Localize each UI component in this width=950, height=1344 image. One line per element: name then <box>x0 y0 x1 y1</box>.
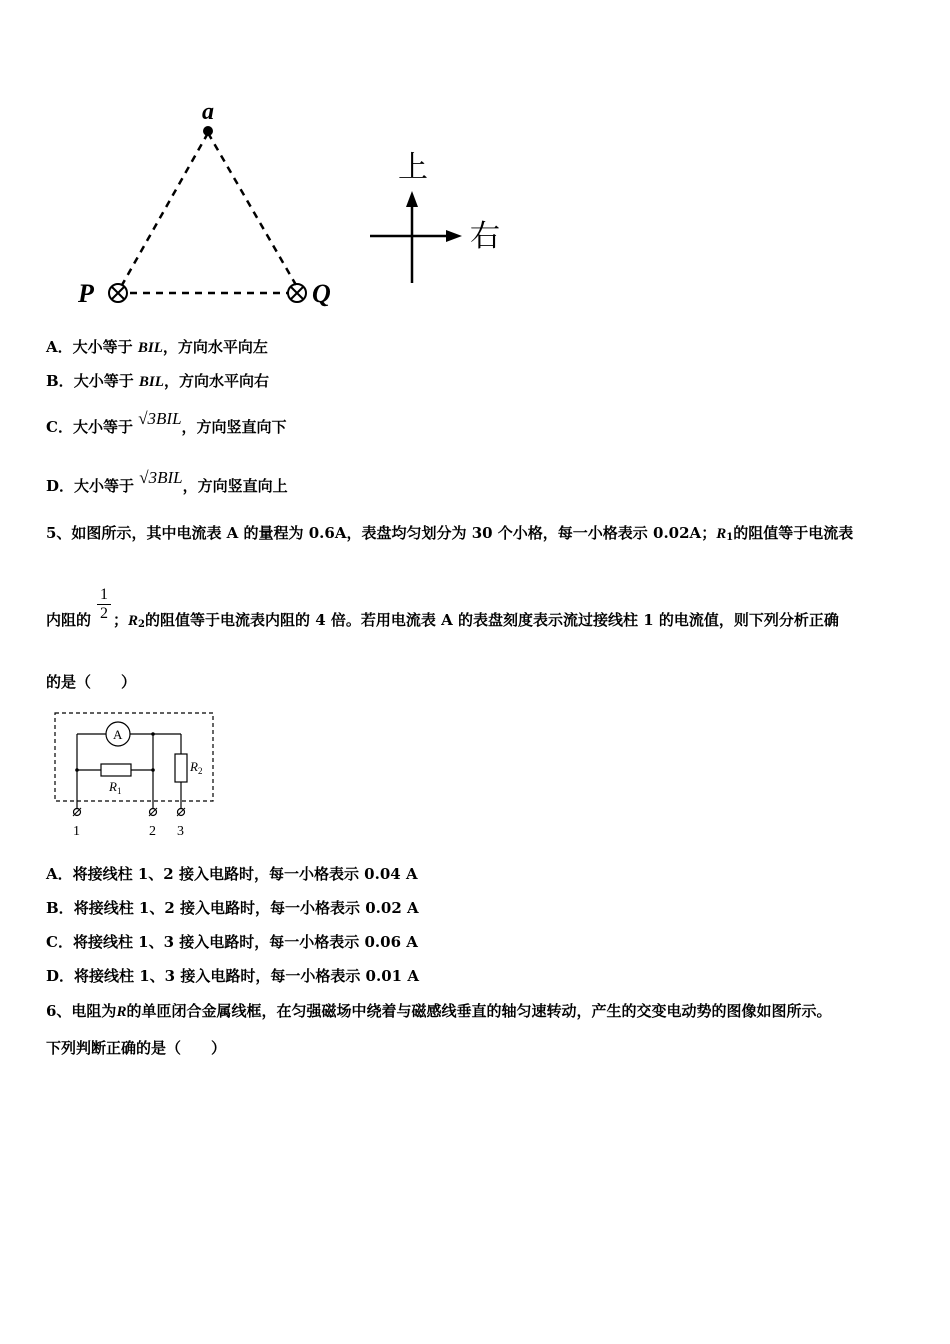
q6-stem-line1 <box>46 1000 831 1021</box>
option-letter: D． <box>46 477 75 495</box>
symbol-r1-subscript: 1 <box>726 532 734 543</box>
direction-arrows-icon <box>370 191 462 283</box>
terminal-icon <box>73 808 81 816</box>
stem-text: 的阻值等于电流表 <box>733 524 854 542</box>
option-letter: A． <box>46 338 73 356</box>
q4-option-b <box>46 370 269 391</box>
r2-label: $R_2$ <box>190 759 203 776</box>
option-letter: B． <box>46 372 74 390</box>
dashed-enclosure <box>55 713 213 801</box>
ammeter-label: A <box>113 727 123 742</box>
option-text: ，方向水平向右 <box>163 372 269 390</box>
label-p: P <box>78 279 94 308</box>
option-text: ，方向竖直向下 <box>181 418 287 436</box>
q6-stem-line2: 下列判断正确的是（ ） <box>46 1039 227 1057</box>
stem-text: 的单匝闭合金属线框，在匀强磁场中绕着与磁感线垂直的轴匀速转动，产生的交变电动势的图像如图所示。 <box>126 1002 832 1020</box>
figure-triangle-diagram <box>60 95 520 325</box>
option-letter: B． <box>46 899 74 917</box>
symbol-r2-subscript: 2 <box>138 619 146 630</box>
fraction-numerator: 1 <box>100 586 108 603</box>
q4-option-c <box>46 409 287 437</box>
stem-text: 的阻值等于电流表内阻的 4 倍。若用电流表 A 的表盘刻度表示流过接线柱 1 的电流值，则下列分析正确 <box>145 611 839 629</box>
q4-option-d <box>46 468 288 496</box>
label-q: Q <box>312 279 331 308</box>
option-text: ，方向水平向左 <box>162 338 268 356</box>
wire-p-into-page-icon <box>109 284 127 302</box>
terminal-icon <box>149 808 157 816</box>
option-text: 将接线柱 1、2 接入电路时，每一小格表示 0.02 A <box>73 899 419 917</box>
resistor-r1-icon <box>101 764 131 776</box>
stem-text: 内阻的 <box>46 611 92 629</box>
q5-option-b <box>46 897 419 918</box>
stem-text: ； <box>113 611 129 629</box>
option-formula: √3BIL <box>139 468 183 487</box>
stem-text: 5、如图所示，其中电流表 A 的量程为 0.6A，表盘均匀划分为 30 个小格，每一小格表示 0.02A； <box>46 524 717 542</box>
option-text: 大小等于 <box>72 338 138 356</box>
option-letter: D． <box>46 967 75 985</box>
q5-option-c <box>46 931 418 952</box>
symbol-r2: R <box>128 613 139 629</box>
option-formula: √3BIL <box>138 409 182 428</box>
q5-stem-line1 <box>46 522 853 543</box>
resistor-r2-icon <box>175 754 187 782</box>
terminal-2-label: 2 <box>149 824 156 839</box>
q5-option-d <box>46 965 419 986</box>
terminal-3-label: 3 <box>177 824 184 839</box>
fraction-denominator: 2 <box>97 604 111 623</box>
point-a <box>203 126 213 136</box>
figure-circuit-diagram <box>52 708 222 842</box>
r1-label: $R_1$ <box>109 779 122 796</box>
terminal-icon <box>177 808 185 816</box>
option-text: 大小等于 <box>72 418 139 436</box>
option-text: ，方向竖直向上 <box>182 477 288 495</box>
label-up: 上 <box>398 151 428 184</box>
dashed-line-a-q <box>208 133 296 285</box>
option-text: 大小等于 <box>74 477 140 495</box>
option-text: 将接线柱 1、3 接入电路时，每一小格表示 0.06 A <box>72 933 418 951</box>
label-right: 右 <box>470 220 500 253</box>
dashed-line-a-p <box>122 133 208 285</box>
option-text: 大小等于 <box>73 372 139 390</box>
option-formula: BIL <box>138 374 164 390</box>
q5-stem-line3: 的是（ ） <box>46 673 137 691</box>
option-letter: C． <box>46 933 73 951</box>
q5-option-a <box>46 863 418 884</box>
label-a: a <box>202 99 214 125</box>
option-formula: BIL <box>137 340 163 356</box>
q5-stem-line2 <box>46 609 839 630</box>
symbol-r: R <box>116 1004 127 1020</box>
stem-text: 6、电阻为 <box>46 1002 117 1020</box>
q4-option-a <box>46 336 268 357</box>
option-text: 将接线柱 1、3 接入电路时，每一小格表示 0.01 A <box>74 967 419 985</box>
option-letter: C． <box>46 418 73 436</box>
symbol-r1: R <box>716 526 727 542</box>
option-letter: A． <box>46 865 73 883</box>
option-text: 将接线柱 1、2 接入电路时，每一小格表示 0.04 A <box>72 865 418 883</box>
wire-q-into-page-icon <box>288 284 306 302</box>
terminal-1-label: 1 <box>73 824 80 839</box>
